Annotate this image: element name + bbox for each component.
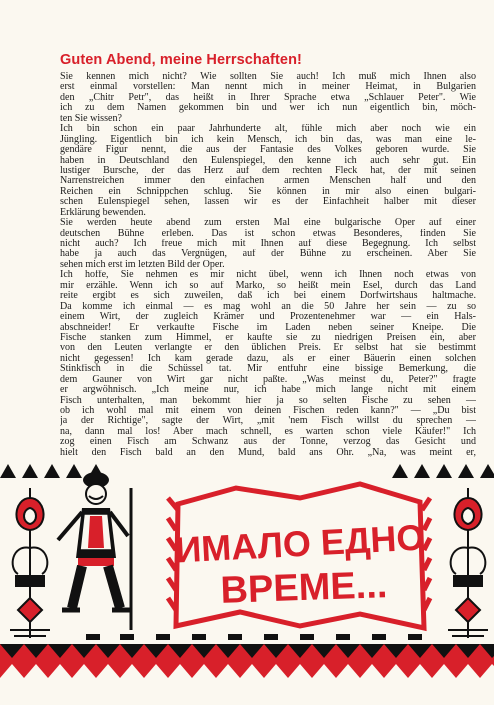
article-line: dem Gauner von Wirt gar nicht paßte. „Was meinst du, Peter?" fragte bbox=[60, 374, 476, 385]
article-line: nicht auch? Ich freue mich mit Ihnen auf diese Begegnung. Ich selbst bbox=[60, 239, 476, 249]
article-line: ich zu dem Namen gekommen bin und wer ich nun eigentlich bin, möch- bbox=[60, 103, 476, 114]
banner-title-line2: ВРЕМЕ... bbox=[219, 564, 389, 612]
bottom-zigzag-band bbox=[0, 644, 494, 678]
article-line: deutschen Bühne erleben. Das ist schon etwas Besonderes, finden Sie bbox=[60, 228, 476, 239]
article-line: Erklärung bewenden. bbox=[60, 207, 146, 218]
article-line: erst einmal vorstellen: Man nennt mich in meiner Heimat, in Bulgarien bbox=[60, 82, 476, 93]
article-line: zog einen Fisch am Schwanz aus der Tonne, verzog das Gesicht und bbox=[60, 437, 476, 448]
article-line: Fisch unterhalten, man bekommt hier ja so selten Fische zu sehen — bbox=[60, 395, 476, 406]
article-line: ten Sie wissen? bbox=[60, 113, 122, 124]
article-line: na, dann mal los! Aber mach schnell, es warten schon viele Käufer!" Ich bbox=[60, 426, 476, 437]
article-line: Fische stanken zum Himmel, er kaufte sie zu niedrigen Preisen ein, aber bbox=[60, 332, 476, 343]
article-line: von den Leuten verlangte er den üblichen Preis. Er selbst hat sie bestimmt bbox=[60, 343, 476, 354]
article-line: hielt den Fisch bald an den Mund, bald ans Ohr. „Na, was meint er, bbox=[60, 447, 476, 458]
dancer-figure bbox=[58, 472, 131, 630]
article-line: Sie werden heute abend zum ersten Mal eine bulgarische Oper auf einer bbox=[60, 218, 476, 229]
article-line: einem Wirt, der zugleich Krämer und Prozentenehmer war — ein Hals- bbox=[60, 312, 476, 323]
article-line: ja der Richtige", sagte der Wirt, „mit 'nem Fisch willst du sprechen — bbox=[60, 416, 476, 427]
hook-motif-row bbox=[86, 634, 422, 640]
article-line: schen Eulenspiegel sehen, lassen wir es der Einfachheit halber mit dieser bbox=[60, 197, 476, 208]
article-line: reite ergibt es sich zuweilen, daß ich bei einem Dorfwirtshaus haltmache. bbox=[60, 291, 476, 302]
title-panel bbox=[168, 484, 430, 628]
article-line: habe ja auch das Vergnügen, auf der Bühne zu erscheinen. Aber Sie bbox=[60, 249, 476, 260]
right-flower-ornament bbox=[448, 488, 488, 638]
article-line: Sie kennen mich nicht? Wie sollten Sie auch! Ich muß mich Ihnen also bbox=[60, 72, 476, 82]
article-line: lustiger Bursche, der das Herz auf dem rechten Fleck hat, der mit seinen bbox=[60, 165, 476, 176]
article-line: gendäre Figur nennt, die aus der Fantasie des Volkes geboren wurde. Sie bbox=[60, 145, 476, 156]
article-line: ob ich wohl mal mit einem von deinen Fischen reden kann?" — „Du bist bbox=[60, 406, 476, 416]
article-body bbox=[60, 72, 476, 458]
article-line: sehen mich erst im letzten Bild der Oper. bbox=[60, 259, 225, 270]
article-line: Stinkfisch in die Schüssel tat. Mir entfuhr eine bissige Bemerkung, die bbox=[60, 364, 476, 375]
left-flower-ornament bbox=[10, 488, 50, 638]
banner-title-line1: ИМАЛО ЕДНО bbox=[174, 516, 426, 571]
article-line: Reichen ein Schnippchen schlug. Sie können in mir also einen bulgari- bbox=[60, 186, 476, 197]
article-line: er argwöhnisch. „Ich meine nur, ich habe mich lange nicht mit einem bbox=[60, 385, 476, 396]
article-line: Jüngling. Eigentlich bin ich kein Mensch, ich bin das, was man eine le- bbox=[60, 134, 476, 145]
article-line: Ich hoffe, Sie nehmen es mir nicht übel, wenn ich Ihnen noch etwas von bbox=[60, 270, 476, 281]
top-triangle-border bbox=[0, 464, 494, 478]
folk-ornament-banner bbox=[0, 458, 494, 705]
article-line: mir erzähle. Wenn ich so auf Marko, so heißt mein Esel, durch das Land bbox=[60, 280, 476, 291]
article-line: den „Chitr Petr", das heißt in Ihrer Sprache etwa „Schlauer Peter". Wie bbox=[60, 92, 476, 103]
article-line: nicht gegessen! Ich kam gerade dazu, als er einer Bäuerin einen solchen bbox=[60, 353, 476, 364]
article-heading: Guten Abend, meine Herrschaften! bbox=[60, 52, 302, 68]
article-line: haben in Deutschland den Eulenspiegel, den kenne ich auch sehr gut. Ein bbox=[60, 155, 476, 166]
article-line: Ich bin schon ein paar Jahrhunderte alt, fühle mich aber noch wie ein bbox=[60, 124, 476, 135]
article-line: abschneider! Er verkaufte Fische im Laden neben seiner Kneipe. Die bbox=[60, 322, 476, 333]
article-line: Narrenstreichen immer den einfachen armen Menschen half und den bbox=[60, 176, 476, 187]
article-line: Da komme ich einmal — es mag wohl an die 50 Jahre her sein — zu so bbox=[60, 301, 476, 312]
